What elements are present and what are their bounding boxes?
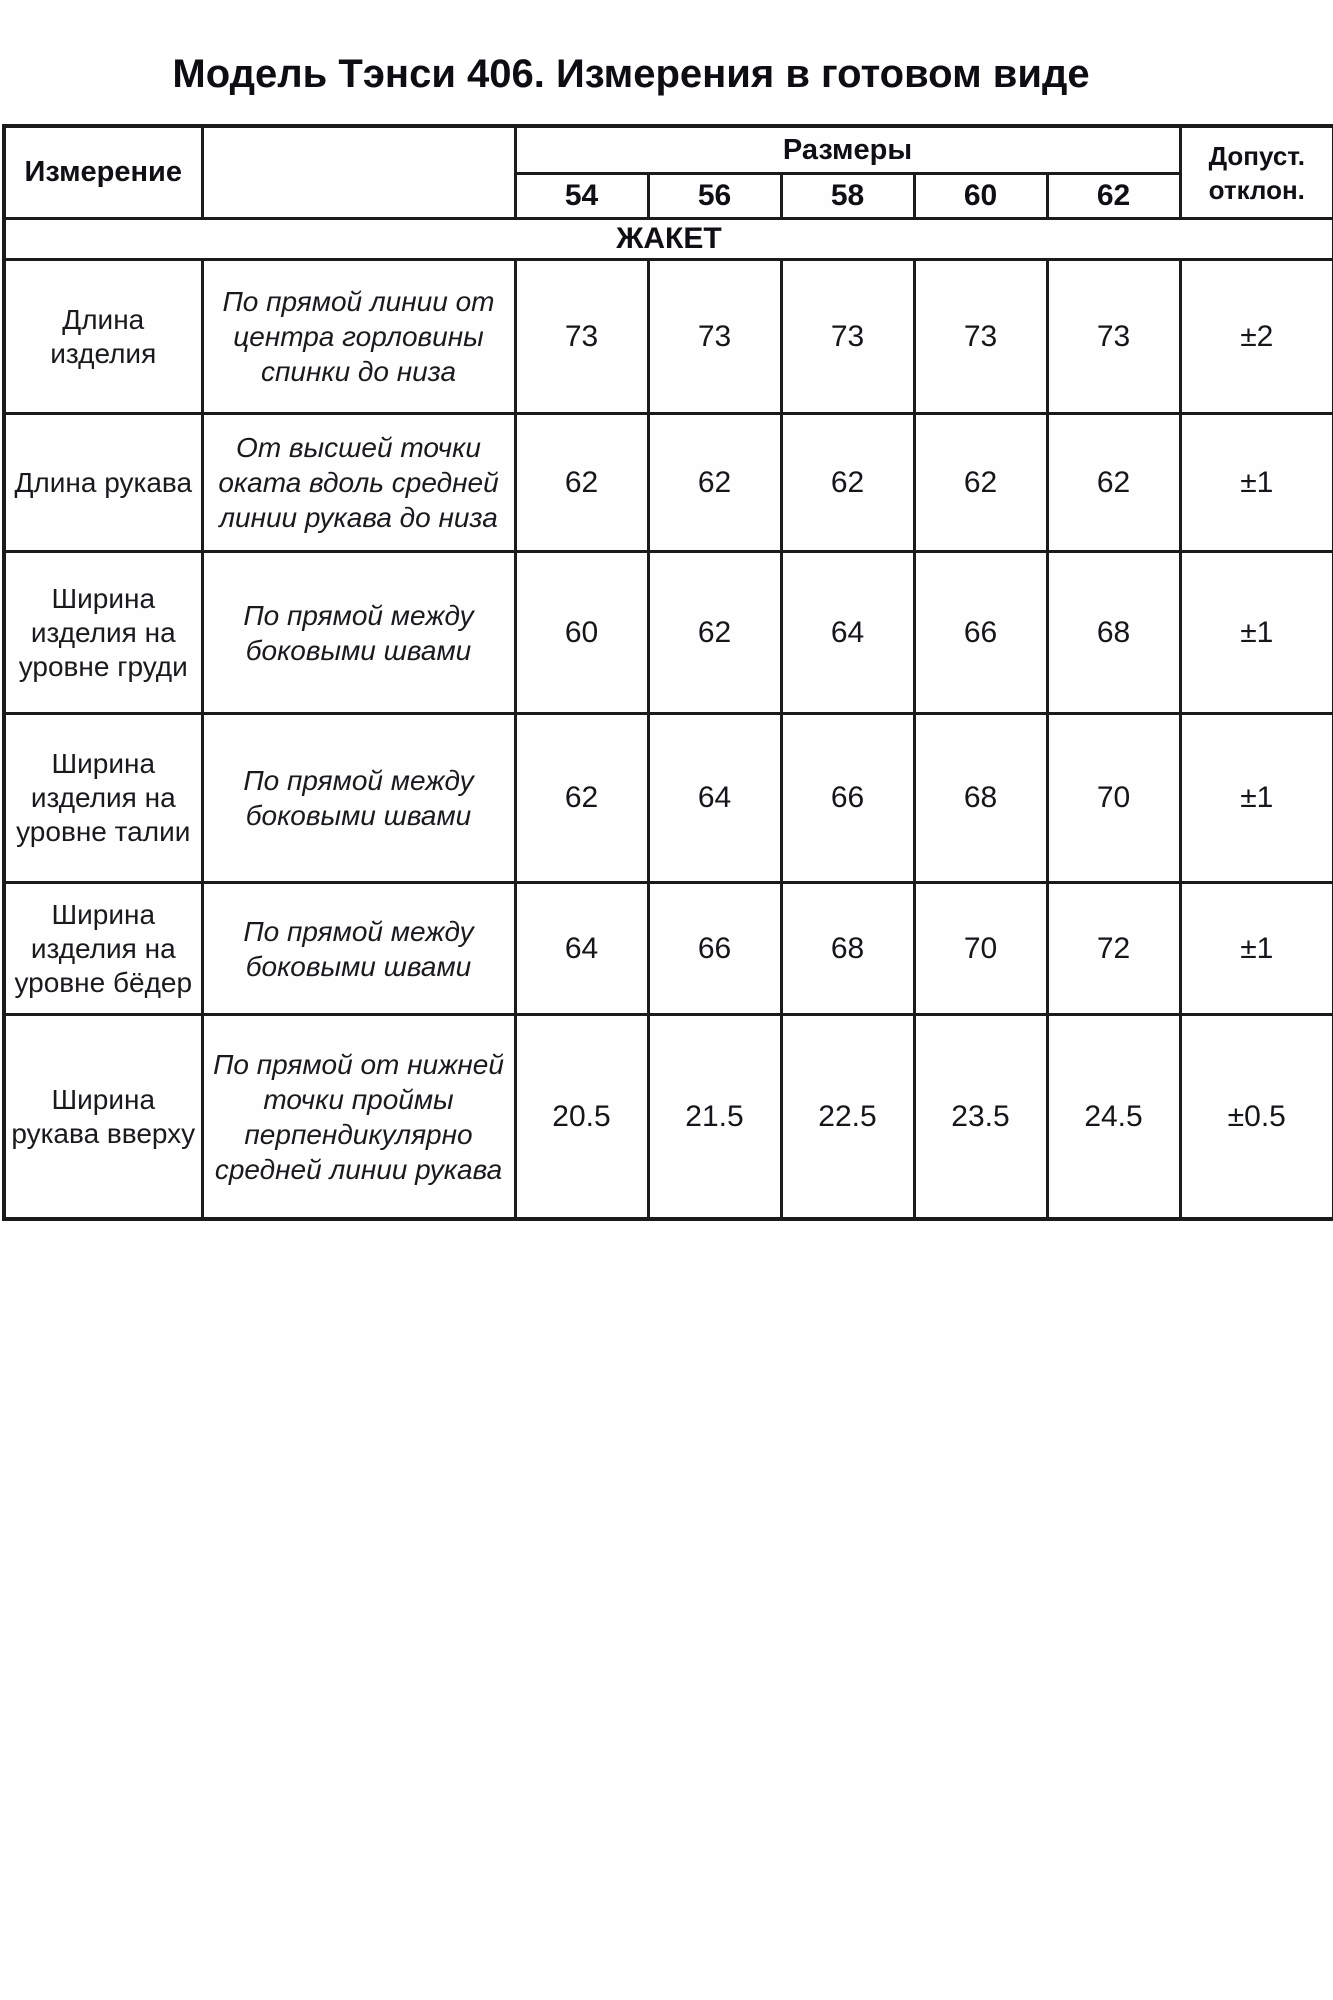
size-header-60: 60 <box>914 174 1047 219</box>
tolerance-cell: ±2 <box>1180 260 1333 414</box>
value-cell: 66 <box>648 883 781 1015</box>
section-header: ЖАКЕТ <box>4 219 1333 260</box>
measurement-description-cell: От высшей точки оката вдоль средней линии рукава до низа <box>202 414 515 552</box>
tolerance-cell: ±1 <box>1180 552 1333 714</box>
size-header-62: 62 <box>1047 174 1180 219</box>
value-cell: 62 <box>648 552 781 714</box>
value-cell: 73 <box>515 260 648 414</box>
value-cell: 66 <box>781 714 914 883</box>
value-cell: 62 <box>914 414 1047 552</box>
value-cell: 73 <box>781 260 914 414</box>
value-cell: 62 <box>1047 414 1180 552</box>
measurement-description-cell: По прямой между боковыми швами <box>202 883 515 1015</box>
table-row <box>4 414 1333 552</box>
measurement-description-cell: По прямой от нижней точки проймы перпендикулярно средней линии рукава <box>202 1015 515 1220</box>
value-cell: 70 <box>914 883 1047 1015</box>
value-cell: 22.5 <box>781 1015 914 1220</box>
value-cell: 66 <box>914 552 1047 714</box>
table-row <box>4 260 1333 414</box>
method-column-header <box>202 126 515 219</box>
page-title: Модель Тэнси 406. Измерения в готовом виде <box>172 52 1090 96</box>
tolerance-cell: ±0.5 <box>1180 1015 1333 1220</box>
sizes-group-header: Размеры <box>515 126 1180 174</box>
value-cell: 73 <box>1047 260 1180 414</box>
size-header-58: 58 <box>781 174 914 219</box>
value-cell: 62 <box>648 414 781 552</box>
value-cell: 68 <box>914 714 1047 883</box>
section-band-row <box>4 219 1333 260</box>
table-row <box>4 883 1333 1015</box>
tolerance-cell: ±1 <box>1180 714 1333 883</box>
measurement-description-cell: По прямой линии от центра горловины спинки до низа <box>202 260 515 414</box>
value-cell: 23.5 <box>914 1015 1047 1220</box>
value-cell: 64 <box>515 883 648 1015</box>
value-cell: 68 <box>1047 552 1180 714</box>
value-cell: 73 <box>648 260 781 414</box>
measurement-name-cell: Ширина изделия на уровне груди <box>4 552 202 714</box>
measurement-name-cell: Ширина изделия на уровне талии <box>4 714 202 883</box>
value-cell: 68 <box>781 883 914 1015</box>
value-cell: 70 <box>1047 714 1180 883</box>
value-cell: 73 <box>914 260 1047 414</box>
measurement-name-cell: Ширина рукава вверху <box>4 1015 202 1220</box>
measurement-column-header: Измерение <box>4 126 202 219</box>
measurement-name-cell: Ширина изделия на уровне бёдер <box>4 883 202 1015</box>
tolerance-header-line1: Допуст. <box>1208 140 1305 171</box>
tolerance-column-header <box>1180 126 1333 219</box>
value-cell: 20.5 <box>515 1015 648 1220</box>
measurement-description-cell: По прямой между боковыми швами <box>202 552 515 714</box>
header-row-groups <box>4 126 1333 174</box>
value-cell: 21.5 <box>648 1015 781 1220</box>
size-header-54: 54 <box>515 174 648 219</box>
value-cell: 24.5 <box>1047 1015 1180 1220</box>
tolerance-cell: ±1 <box>1180 883 1333 1015</box>
table-row <box>4 552 1333 714</box>
tolerance-cell: ±1 <box>1180 414 1333 552</box>
value-cell: 62 <box>781 414 914 552</box>
value-cell: 62 <box>515 414 648 552</box>
value-cell: 62 <box>515 714 648 883</box>
value-cell: 64 <box>648 714 781 883</box>
measurement-description-cell: По прямой между боковыми швами <box>202 714 515 883</box>
measurement-name-cell: Длина рукава <box>4 414 202 552</box>
measurement-name-cell: Длина изделия <box>4 260 202 414</box>
table-row <box>4 714 1333 883</box>
tolerance-header-line2: отклон. <box>1208 174 1305 205</box>
size-header-56: 56 <box>648 174 781 219</box>
table-row <box>4 1015 1333 1220</box>
value-cell: 72 <box>1047 883 1180 1015</box>
value-cell: 64 <box>781 552 914 714</box>
value-cell: 60 <box>515 552 648 714</box>
measurements-table <box>2 124 1333 1221</box>
